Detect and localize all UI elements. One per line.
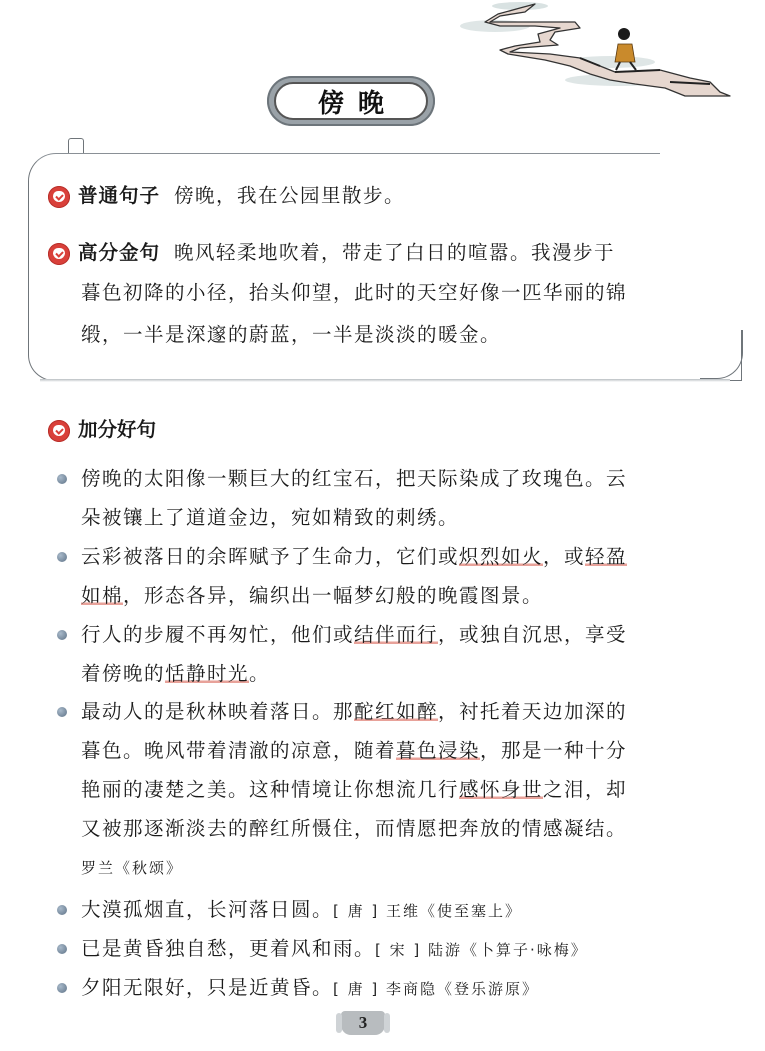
frame-hook-decoration — [68, 138, 84, 153]
text-run: 着傍晚的 — [81, 662, 166, 685]
bonus-item-3-line-1 — [81, 615, 701, 655]
highlighted-phrase: 轻盈 — [585, 545, 628, 568]
poem-source: [ 唐 ] 李商隐《登乐游原》 — [333, 980, 540, 998]
girl-on-path-illustration — [440, 0, 765, 110]
poem-text: 已是黄昏独自愁，更着风和雨。 — [81, 937, 376, 960]
highlighted-phrase: 恬静时光 — [165, 662, 250, 685]
bonus-item-1-line-2 — [81, 498, 701, 538]
highlighted-phrase: 炽烈如火 — [459, 545, 544, 568]
highscore-sentence-label: 高分金句 — [78, 241, 161, 264]
poem-text: 大漠孤烟直，长河落日圆。 — [81, 898, 334, 921]
flower-check-badge-icon — [48, 420, 70, 442]
bonus-sentences-heading — [48, 412, 156, 448]
bonus-item-2-line-1 — [81, 537, 701, 577]
bullet-icon — [57, 630, 67, 640]
bullet-icon — [57, 983, 67, 993]
text-run: 傍晚的太阳像一颗巨大的红宝石，把天际染成了玫瑰色。云 — [81, 467, 628, 490]
poem-line-3 — [81, 968, 701, 1009]
page-number: 3 — [358, 1013, 368, 1032]
ordinary-sentence-text: 傍晚，我在公园里散步。 — [174, 184, 406, 207]
poem-source: [ 宋 ] 陆游《卜算子·咏梅》 — [375, 941, 588, 959]
bonus-item-3-line-2 — [81, 654, 701, 694]
title-plate — [267, 76, 435, 126]
text-run: 之泪，却 — [543, 778, 628, 801]
poem-line-1 — [81, 890, 701, 931]
bonus-item-4-line-3 — [81, 770, 701, 810]
bonus-sentences-label: 加分好句 — [78, 418, 157, 441]
highlighted-phrase: 暮色浸染 — [396, 739, 481, 762]
highlighted-phrase: 感怀身世 — [459, 778, 544, 801]
bullet-icon — [57, 944, 67, 954]
text-run: ，或独自沉思，享受 — [438, 623, 628, 646]
poem-source: [ 唐 ] 王维《使至塞上》 — [333, 902, 523, 920]
text-run: 又被那逐渐淡去的醉红所慑住，而情愿把奔放的情感凝结。 — [81, 817, 628, 840]
page-number-scroll-badge — [341, 1011, 385, 1035]
text-run: 云彩被落日的余晖赋予了生命力，它们或 — [81, 545, 460, 568]
frame-shadow — [40, 379, 730, 382]
ordinary-sentence-row — [48, 176, 405, 216]
bullet-icon — [57, 905, 67, 915]
flower-check-badge-icon — [48, 186, 70, 208]
page-title: 傍晚 — [317, 88, 398, 119]
highlighted-phrase: 结伴而行 — [354, 623, 439, 646]
poem-line-2 — [81, 929, 701, 970]
bonus-item-2-line-2 — [81, 576, 701, 616]
text-run: 朵被镶上了道道金边，宛如精致的刺绣。 — [81, 506, 460, 529]
highlighted-phrase: 酡红如醉 — [354, 700, 439, 723]
text-run: ，那是一种十分 — [480, 739, 628, 762]
bullet-icon — [57, 707, 67, 717]
poem-text: 夕阳无限好，只是近黄昏。 — [81, 976, 334, 999]
highscore-sentence-row — [48, 233, 615, 273]
bullet-icon — [57, 552, 67, 562]
bonus-item-4-line-1 — [81, 692, 701, 732]
text-run: 。 — [249, 662, 271, 685]
highscore-line-1: 晚风轻柔地吹着，带走了白日的喧嚣。我漫步于 — [174, 241, 616, 264]
text-run: 最动人的是秋林映着落日。那 — [81, 700, 355, 723]
text-run: ，衬托着天边加深的 — [438, 700, 628, 723]
highscore-line-2: 暮色初降的小径，抬头仰望，此时的天空好像一匹华丽的锦 — [81, 281, 628, 304]
text-run: 行人的步履不再匆忙，他们或 — [81, 623, 355, 646]
text-run: 艳丽的凄楚之美。这种情境让你想流几行 — [81, 778, 460, 801]
flower-check-badge-icon — [48, 243, 70, 265]
bullet-icon — [57, 474, 67, 484]
highscore-line-3: 缎，一半是深邃的蔚蓝，一半是淡淡的暖金。 — [81, 323, 502, 346]
text-run: ，形态各异，编织出一幅梦幻般的晚霞图景。 — [123, 584, 544, 607]
text-run: ，或 — [543, 545, 586, 568]
bonus-item-4-attribution: 罗兰《秋颂》 — [81, 859, 184, 877]
bonus-item-4-line-4 — [81, 809, 701, 849]
ordinary-sentence-label: 普通句子 — [78, 184, 161, 207]
bonus-item-4-line-2 — [81, 731, 701, 771]
highlighted-phrase: 如棉 — [81, 584, 124, 607]
text-run: 暮色。晚风带着清澈的凉意，随着 — [81, 739, 397, 762]
bonus-item-1-line-1 — [81, 459, 701, 499]
